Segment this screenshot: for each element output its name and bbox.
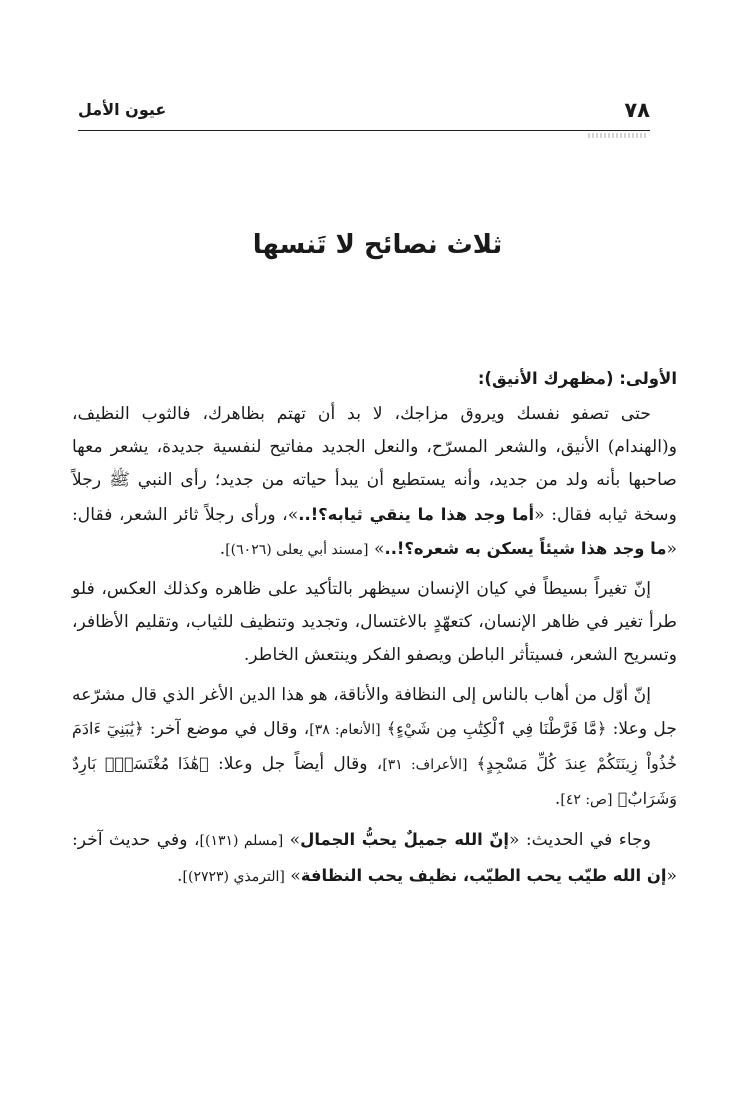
source-citation: [مسند أبي يعلى (٦٠٢٦)] [225, 541, 369, 558]
paragraph-text: . [219, 538, 226, 559]
page-number: ٧٨ [624, 98, 650, 122]
paragraph-text: ، وفي حديث آخر: « [72, 830, 677, 886]
paragraph-text: إنّ أوّل من أهاب بالناس إلى النظافة والأناقة، هو هذا الدين الأغر الذي قال مشرّعه جل وعلا: [72, 684, 677, 739]
paragraph-text: »، ورأى رجلاً ثائر الشعر، فقال: « [72, 504, 677, 559]
paragraph-1 [72, 398, 677, 567]
paragraph-text: ، وقال في موضع آخر: [143, 718, 310, 739]
quran-verse: ﴿هَٰذَا مُغْتَسَلٌۢ بَارِدٌ وَشَرَابٌ﴾ [72, 754, 677, 809]
paragraph-2: إنّ تغيراً بسيطاً في كيان الإنسان سيظهر بالتأكيد على ظاهره وكذلك العكس، فلو طرأ تغير في ظاهر الإنسان، كتعهّدٍ بالاغتسال، وتجديد وتنظيف للثياب، وتقليم الأظافر، وتسريح الشعر، فسيتأثر الباطن ويصفو الفكر وينتعش الخاطر. [72, 579, 677, 666]
quran-verse: ﴿يَٰبَنِيٓ ءَادَمَ خُذُواْ زِينَتَكُمْ عِندَ كُلِّ مَسْجِدٍ﴾ [72, 718, 678, 774]
quran-verse: ﴿مَّا فَرَّطْنَا فِي ٱلْكِتَٰبِ مِن شَيْءٍ﴾ [386, 718, 607, 738]
paragraph-3 [72, 679, 677, 818]
source-citation: [الترمذي (٢٧٢٣)] [182, 868, 285, 885]
paragraph-text [468, 754, 477, 774]
hadith-quote: أما وجد هذا ما ينقي ثيابه؟!.. [298, 504, 535, 524]
source-citation: [مسلم (١٣١)] [199, 833, 284, 850]
paragraph-text: » [283, 830, 301, 851]
verse-citation: [الأعراف: ٣١] [382, 757, 468, 774]
hadith-quote: إن الله طيّب يحب الطيّب، نظيف يحب النظافة [300, 865, 667, 885]
paragraph-text: حتى تصفو نفسك ويروق مزاجك، لا بد أن تهتم بظاهرك، فالثوب النظيف، و(الهندام) الأنيق، والشعر المسرّح، والنعل الجديد مفاتيح لنفسية جديدة، يشعر معها صاحبها بأنه ولد من جديد، وأنه يستطيع أن يبدأ حياته من جديد؛ رأى النبي ﷺ رجلاً وسخة ثيابه فقال: « [72, 404, 677, 525]
paragraph-text: ، وقال أيضاً جل وعلا: [208, 754, 383, 775]
paragraph-text: . [554, 789, 561, 810]
paragraph-text: » [284, 865, 301, 886]
chapter-title: ثلاث نصائح لا تَنسها [252, 230, 503, 260]
page-body [72, 364, 677, 894]
hadith-quote: إنّ الله جميلٌ يحبُّ الجمال [300, 830, 509, 850]
hadith-quote: ما وجد هذا شيئاً يسكن به شعره؟!.. [384, 538, 667, 558]
paragraph-text: » [368, 538, 385, 559]
verse-citation: [الأنعام: ٣٨] [309, 721, 381, 738]
scan-artifact [588, 133, 646, 138]
paragraph-4 [72, 823, 677, 893]
verse-citation: [ص: ٤٢] [560, 792, 613, 809]
book-title: عيون الأمل [78, 100, 167, 119]
paragraph-text: وجاء في الحديث: « [509, 830, 651, 851]
section-heading: الأولى: (مظهرك الأنيق): [477, 369, 677, 388]
paragraph-text: . [177, 865, 183, 886]
page-header [78, 96, 650, 131]
